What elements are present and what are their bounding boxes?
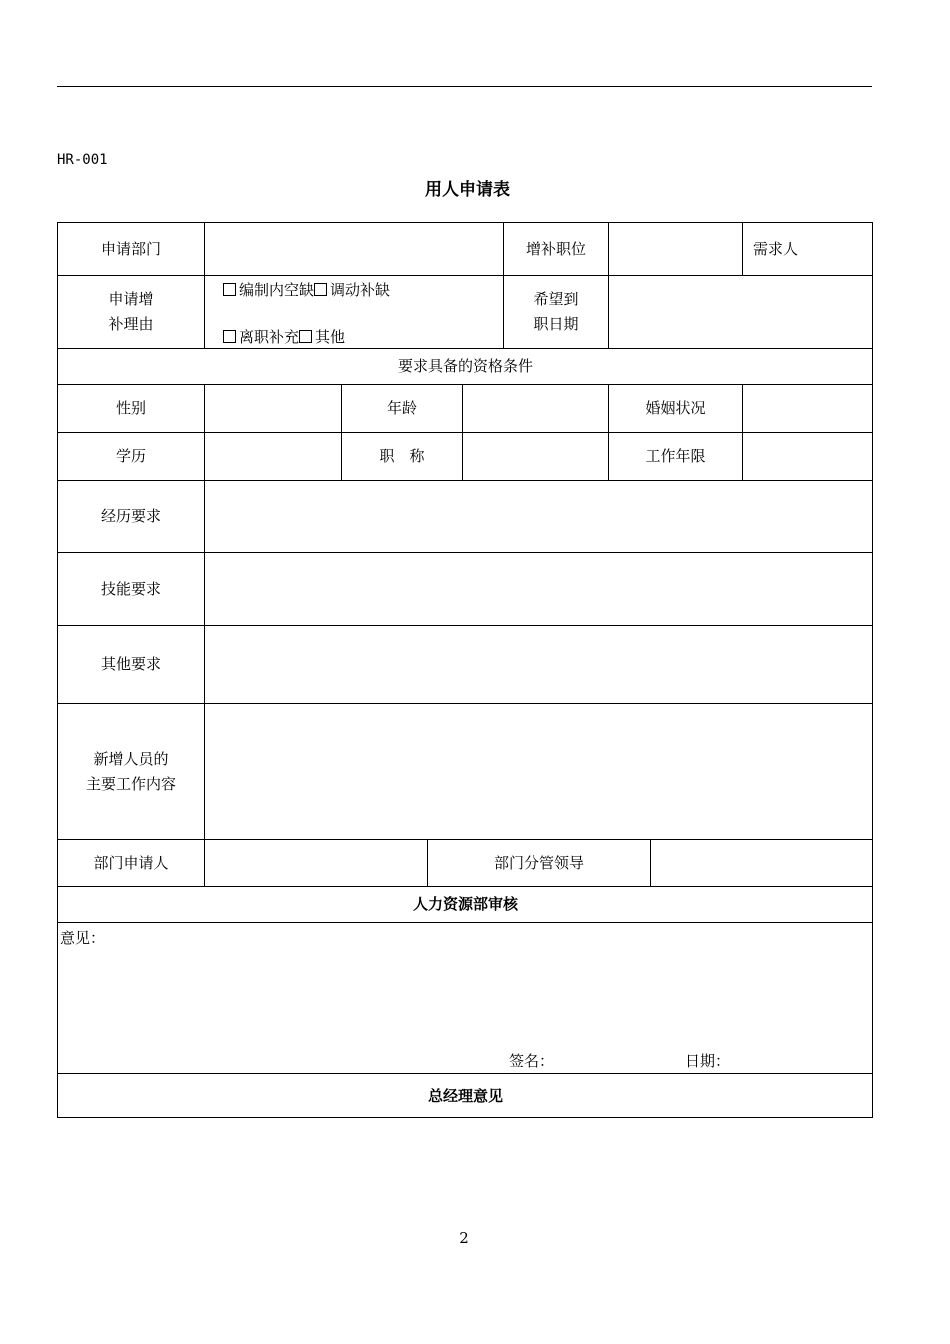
- applicant-field[interactable]: [205, 840, 427, 886]
- arrival-date-field[interactable]: [609, 276, 873, 348]
- option-vacancy: 编制内空缺: [239, 281, 315, 299]
- arrival-label: 希望到 职日期: [533, 290, 579, 333]
- checkbox-icon[interactable]: [223, 330, 236, 343]
- dept-field[interactable]: [205, 223, 503, 275]
- opinion-label: 意见：: [60, 929, 106, 947]
- checkbox-icon[interactable]: [314, 283, 327, 296]
- hr-review-heading: 人力资源部审核: [412, 895, 518, 913]
- title-label: 职 称: [379, 447, 425, 465]
- gender-field[interactable]: [205, 385, 341, 432]
- reason-options-line1: [223, 280, 390, 300]
- other-field[interactable]: [205, 626, 873, 703]
- experience-label: 经历要求: [100, 507, 161, 525]
- checkbox-icon[interactable]: [299, 330, 312, 343]
- years-label: 工作年限: [645, 447, 706, 465]
- age-label: 年龄: [386, 399, 417, 417]
- work-content-label: 新增人员的 主要工作内容: [85, 749, 176, 793]
- gm-opinion-heading: 总经理意见: [427, 1086, 503, 1105]
- document-title: 用人申请表: [425, 180, 510, 200]
- age-field[interactable]: [463, 385, 608, 432]
- option-resignation: 离职补充: [239, 328, 300, 346]
- signature-label: 签名：: [509, 1052, 555, 1070]
- gender-label: 性别: [115, 399, 146, 417]
- experience-field[interactable]: [205, 481, 873, 552]
- dept-label: 申请部门: [100, 239, 161, 258]
- option-transfer: 调动补缺: [330, 281, 391, 299]
- row-divider: [58, 922, 872, 923]
- years-field[interactable]: [743, 433, 873, 480]
- date-label: 日期：: [685, 1052, 731, 1070]
- reason-options-line2: [223, 327, 345, 347]
- page-number: 2: [459, 1229, 469, 1247]
- option-other: 其他: [315, 328, 346, 346]
- leader-label: 部门分管领导: [493, 853, 584, 872]
- checkbox-icon[interactable]: [223, 283, 236, 296]
- title-field[interactable]: [463, 433, 608, 480]
- requester-label: 需求人: [753, 239, 799, 258]
- position-label: 增补职位: [525, 239, 586, 258]
- reason-label: 申请增 补理由: [108, 290, 154, 333]
- education-field[interactable]: [205, 433, 341, 480]
- applicant-label: 部门申请人: [93, 853, 169, 872]
- document-code: HR-001: [57, 152, 108, 168]
- application-form: [57, 222, 873, 1118]
- work-content-field[interactable]: [205, 704, 873, 839]
- other-label: 其他要求: [100, 655, 161, 673]
- skill-field[interactable]: [205, 553, 873, 625]
- leader-field[interactable]: [651, 840, 873, 886]
- skill-label: 技能要求: [100, 579, 161, 598]
- marital-field[interactable]: [743, 385, 873, 432]
- top-rule: [57, 86, 872, 87]
- qualifications-heading: 要求具备的资格条件: [397, 357, 533, 375]
- education-label: 学历: [115, 447, 146, 465]
- position-field[interactable]: [609, 223, 742, 275]
- marital-label: 婚姻状况: [645, 399, 706, 417]
